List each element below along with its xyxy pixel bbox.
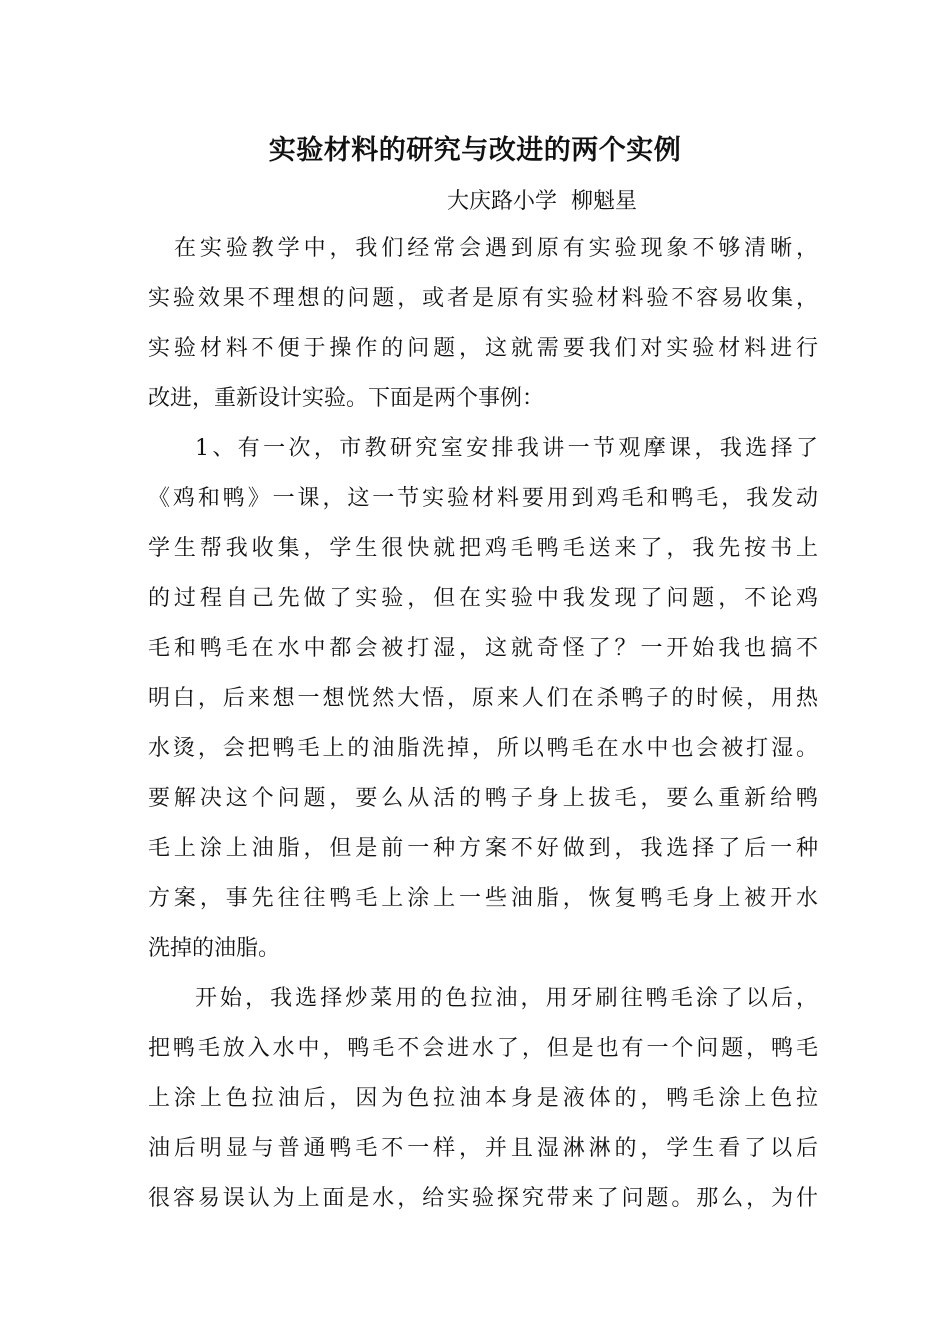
paragraph-line: 学生帮我收集，学生很快就把鸡毛鸭毛送来了，我先按书上 [148, 536, 818, 561]
paragraph-line: 在实验教学中，我们经常会遇到原有实验现象不够清晰， [174, 236, 818, 261]
paragraph-line: 1、有一次，市教研究室安排我讲一节观摩课，我选择了 [195, 436, 818, 461]
paragraph-line: 上涂上色拉油后，因为色拉油本身是液体的，鸭毛涂上色拉 [148, 1086, 818, 1111]
paragraph-line: 毛和鸭毛在水中都会被打湿，这就奇怪了？一开始我也搞不 [148, 636, 818, 661]
paragraph-line: 实验材料不便于操作的问题，这就需要我们对实验材料进行 [148, 336, 818, 361]
paragraph-line: 油后明显与普通鸭毛不一样，并且湿淋淋的，学生看了以后 [148, 1136, 818, 1161]
paragraph-line: 很容易误认为上面是水，给实验探究带来了问题。那么，为什 [148, 1186, 818, 1211]
document-title: 实验材料的研究与改进的两个实例 [268, 135, 682, 166]
paragraph-line: 方案，事先往往鸭毛上涂上一些油脂，恢复鸭毛身上被开水 [148, 886, 818, 911]
paragraph-line: 把鸭毛放入水中，鸭毛不会进水了，但是也有一个问题，鸭毛 [148, 1036, 818, 1061]
paragraph-line: 实验效果不理想的问题，或者是原有实验材料验不容易收集， [148, 286, 818, 311]
paragraph-line: 毛上涂上油脂，但是前一种方案不好做到，我选择了后一种 [148, 836, 818, 861]
paragraph-line: 开始，我选择炒菜用的色拉油，用牙刷往鸭毛涂了以后， [195, 986, 818, 1011]
paragraph-line: 洗掉的油脂。 [148, 936, 281, 961]
author-byline: 大庆路小学 柳魁星 [447, 189, 637, 214]
paragraph-line: 明白，后来想一想恍然大悟，原来人们在杀鸭子的时候，用热 [148, 686, 818, 711]
paragraph-line: 《鸡和鸭》一课，这一节实验材料要用到鸡毛和鸭毛，我发动 [148, 486, 818, 511]
paragraph-line: 的过程自己先做了实验，但在实验中我发现了问题，不论鸡 [148, 586, 818, 611]
paragraph-line: 要解决这个问题，要么从活的鸭子身上拔毛，要么重新给鸭 [148, 786, 818, 811]
paragraph-line: 水烫，会把鸭毛上的油脂洗掉，所以鸭毛在水中也会被打湿。 [148, 736, 818, 761]
paragraph-line: 改进，重新设计实验。下面是两个事例： [148, 386, 545, 411]
